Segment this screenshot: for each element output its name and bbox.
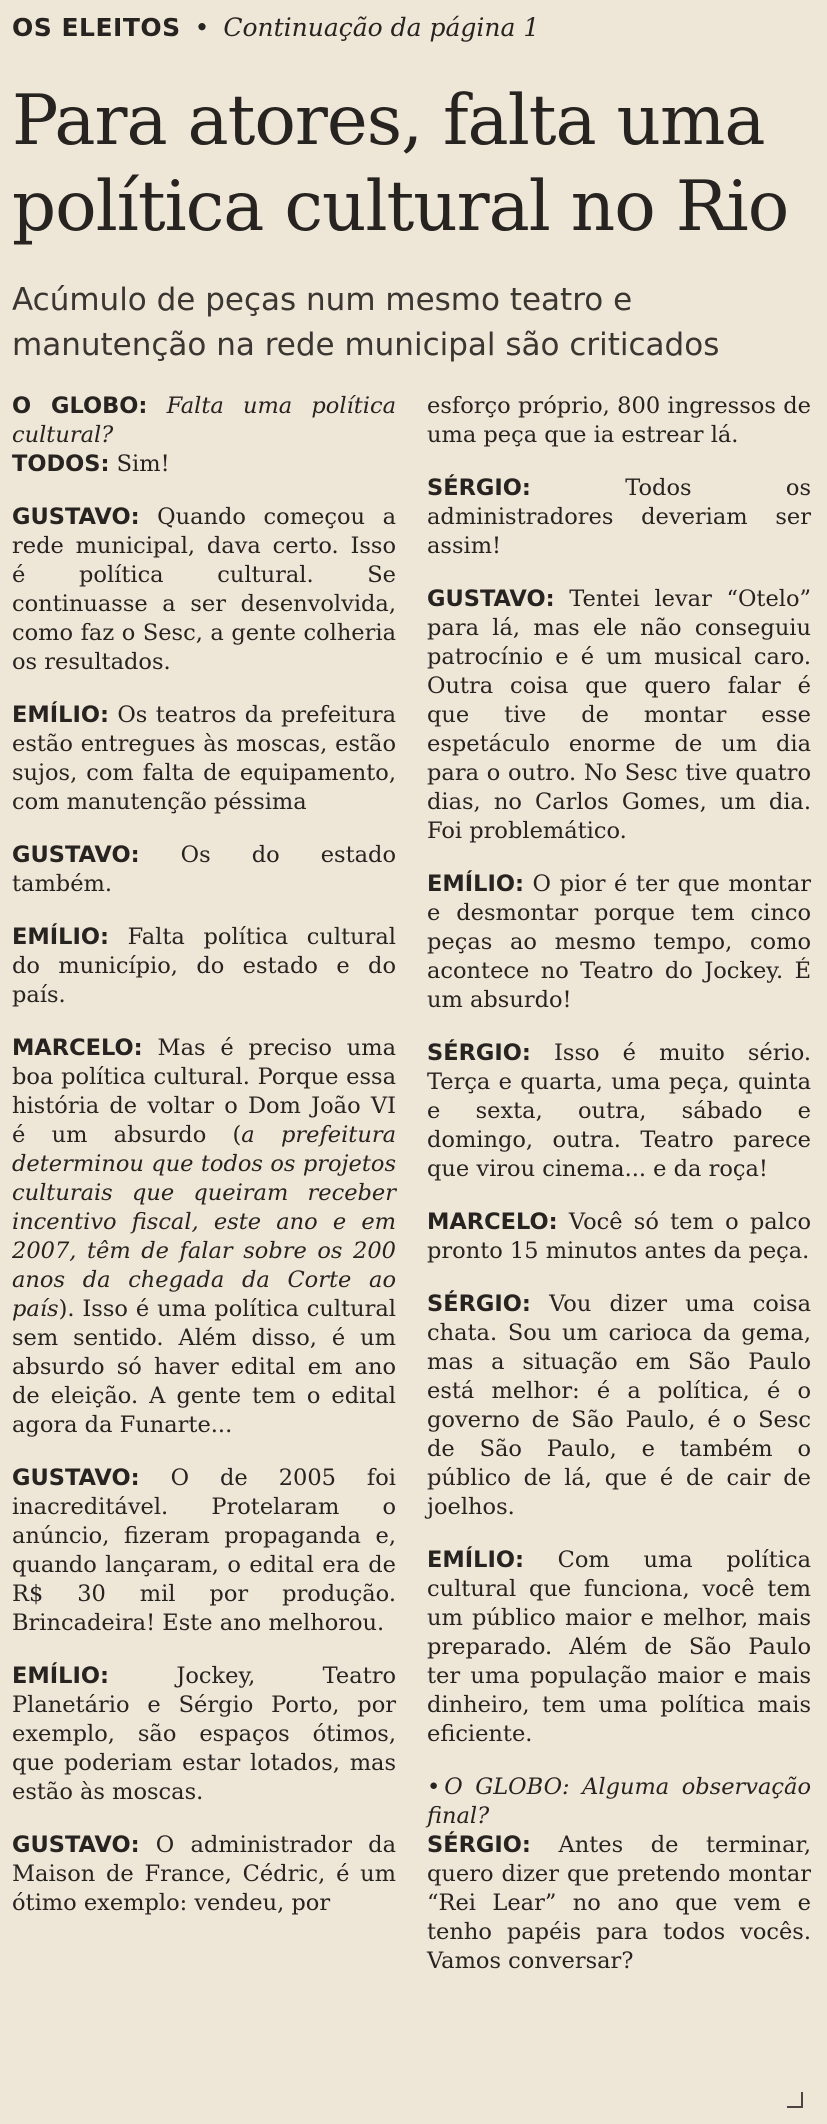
speaker: GUSTAVO:	[12, 1832, 140, 1858]
paragraph	[12, 701, 396, 817]
left-column	[12, 392, 396, 1976]
speech: Os do estado também.	[12, 842, 397, 897]
paragraph	[427, 392, 811, 450]
speech: Tentei levar “Otelo” para lá, mas ele não conseguiu patrocínio e é um musical caro. Outra coisa que quero falar é que tive de montar esse espetáculo enorme de um dia para o outro. No Sesc tive quatro dias, no Carlos Gomes, um dia. Foi problemático.	[427, 586, 811, 844]
paragraph	[427, 1546, 811, 1749]
headline: Para atores, falta uma política cultural no Rio	[12, 81, 789, 247]
right-column	[427, 392, 811, 1976]
editor-note: a prefeitura determinou que todos os projetos culturais que queiram receber incentivo fiscal, este ano e em 2007, têm de falar sobre os 200 anos da chegada da Corte ao país	[12, 1122, 396, 1322]
speech: Você só tem o palco pronto 15 minutos antes da peça.	[427, 1209, 812, 1264]
paragraph	[427, 585, 811, 846]
speaker: SÉRGIO:	[427, 1832, 531, 1858]
speech: Antes de terminar, quero dizer que pretendo montar “Rei Lear” no ano que vem e tenho papéis para todos vocês. Vamos conversar?	[427, 1832, 811, 1974]
speaker: TODOS:	[12, 451, 110, 477]
paragraph	[427, 1208, 811, 1266]
speaker: EMÍLIO:	[427, 1547, 524, 1573]
paragraph	[12, 923, 396, 1010]
speech: Todos os administradores deveriam ser assim!	[427, 475, 811, 559]
speaker: SÉRGIO:	[427, 1291, 531, 1317]
speaker: GUSTAVO:	[427, 586, 555, 612]
paragraph	[427, 1290, 811, 1522]
question: O GLOBO: Alguma observação final?	[427, 1774, 811, 1829]
speech: Os teatros da prefeitura estão entregues às moscas, estão sujos, com falta de equipamento, com manutenção péssima	[12, 702, 396, 815]
speech: ). Isso é uma política cultural sem sentido. Além disso, é um absurdo só haver edital em ano de eleição. A gente tem o edital agora da Funarte...	[12, 1296, 396, 1438]
speech: esforço próprio, 800 ingressos de uma peça que ia estrear lá.	[427, 393, 811, 448]
bullet-icon: •	[427, 1774, 441, 1800]
speaker: EMÍLIO:	[12, 1663, 109, 1689]
paragraph	[427, 1773, 811, 1831]
speech: O de 2005 foi inacreditável. Protelaram o anúncio, fizeram propaganda e, quando lançaram, o edital era de R$ 30 mil por produção. Brincadeira! Este ano melhorou.	[12, 1465, 396, 1636]
paragraph	[427, 870, 811, 1015]
speaker: EMÍLIO:	[427, 871, 524, 897]
speaker: SÉRGIO:	[427, 475, 531, 501]
speech: Quando começou a rede municipal, dava certo. Isso é política cultural. Se continuasse a ser desenvolvida, como faz o Sesc, a gente colheria os resultados.	[12, 504, 396, 675]
speech: Vou dizer uma coisa chata. Sou um carioca da gema, mas a situação em São Paulo está melhor: é a política, é o governo de São Paulo, é o Sesc de São Paulo, e também o público de lá, que é de cair de joelhos.	[427, 1291, 812, 1520]
paragraph	[427, 1039, 811, 1184]
speech: Falta política cultural do município, do estado e do país.	[12, 924, 396, 1008]
speaker: EMÍLIO:	[12, 702, 109, 728]
paragraph	[12, 1662, 396, 1807]
speaker: EMÍLIO:	[12, 924, 109, 950]
speaker: SÉRGIO:	[427, 1040, 531, 1066]
speech: O pior é ter que montar e desmontar porque tem cinco peças ao mesmo tempo, como acontece no Teatro do Jockey. É um absurdo!	[427, 871, 811, 1013]
speech: O administrador da Maison de France, Cédric, é um ótimo exemplo: vendeu, por	[12, 1832, 396, 1916]
speech: Mas é preciso uma boa política cultural. Porque essa história de voltar o Dom João VI é um absurdo (	[12, 1035, 396, 1148]
speaker: GUSTAVO:	[12, 842, 140, 868]
section-name: OS ELEITOS	[12, 13, 181, 42]
question: Falta uma política cultural?	[12, 393, 397, 448]
paragraph	[12, 1034, 396, 1440]
speaker: MARCELO:	[12, 1035, 143, 1061]
article-body	[12, 392, 813, 1976]
kicker-bullet: •	[194, 13, 210, 42]
paragraph	[12, 1831, 396, 1918]
continuation-note: Continuação da página 1	[223, 13, 540, 42]
paragraph	[427, 1831, 811, 1976]
speaker: O GLOBO:	[12, 393, 148, 419]
speech: Com uma política cultural que funciona, você tem um público maior e melhor, mais preparado. Além de São Paulo ter uma população maior e mais dinheiro, tem uma política mais eficiente.	[427, 1547, 811, 1747]
answer: Sim!	[116, 451, 170, 477]
speech: Isso é muito sério. Terça e quarta, uma peça, quinta e sexta, outra, sábado e domingo, outra. Teatro parece que virou cinema... e da roça!	[427, 1040, 811, 1182]
end-of-article-icon	[787, 2092, 803, 2108]
speech: Jockey, Teatro Planetário e Sérgio Porto, por exemplo, são espaços ótimos, que poderiam estar lotados, mas estão às moscas.	[12, 1663, 397, 1805]
paragraph	[12, 1464, 396, 1638]
paragraph	[12, 841, 396, 899]
paragraph	[427, 474, 811, 561]
speaker: MARCELO:	[427, 1209, 558, 1235]
speaker: GUSTAVO:	[12, 1465, 140, 1491]
paragraph	[12, 392, 396, 479]
paragraph	[12, 503, 396, 677]
section-kicker	[12, 12, 813, 44]
subheadline: Acúmulo de peças num mesmo teatro e manutenção na rede municipal são criticados	[12, 282, 720, 363]
speaker: GUSTAVO:	[12, 504, 140, 530]
